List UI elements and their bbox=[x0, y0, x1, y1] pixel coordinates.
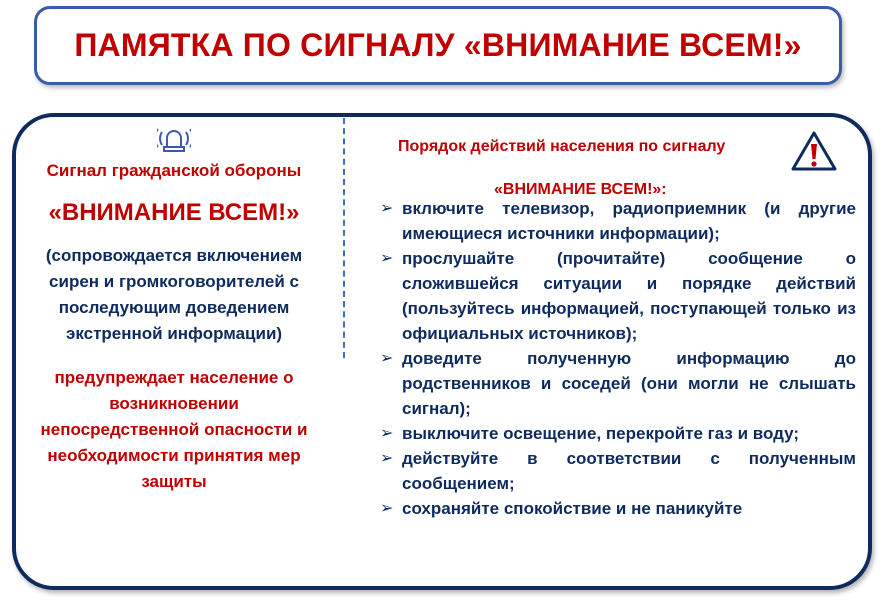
page-title: ПАМЯТКА ПО СИГНАЛУ «ВНИМАНИЕ ВСЕМ!» bbox=[74, 27, 802, 63]
actions-heading-signal: «ВНИМАНИЕ ВСЕМ!»: bbox=[494, 181, 667, 198]
description-line: (сопровождается включением bbox=[45, 246, 303, 265]
signal-name: «ВНИМАНИЕ ВСЕМ!» bbox=[48, 199, 300, 226]
list-item-text: выключите освещение, перекройте газ и воду; bbox=[402, 424, 800, 443]
description-line: сирен и громкоговорителей с bbox=[49, 272, 299, 291]
list-item-text: доведите полученную информацию до родственников и соседей (они могли не слышать сигнал); bbox=[402, 349, 856, 418]
bullet-arrow-icon: ➢ bbox=[380, 500, 394, 517]
warning-line: необходимости принятия мер bbox=[47, 446, 301, 465]
signal-description bbox=[24, 243, 324, 347]
list-item bbox=[380, 421, 856, 446]
list-item bbox=[380, 446, 856, 496]
bullet-arrow-icon: ➢ bbox=[380, 350, 394, 367]
bullet-arrow-icon: ➢ bbox=[380, 450, 394, 467]
description-line: экстренной информации) bbox=[65, 324, 283, 343]
warning-line: возникновении bbox=[109, 394, 239, 413]
actions-list bbox=[380, 196, 856, 521]
list-item bbox=[380, 496, 856, 521]
bullet-arrow-icon: ➢ bbox=[380, 425, 394, 442]
actions-heading: Порядок действий населения по сигналу bbox=[398, 138, 726, 155]
description-line: последующим доведением bbox=[58, 298, 290, 317]
list-item bbox=[380, 196, 856, 246]
bullet-arrow-icon: ➢ bbox=[380, 250, 394, 267]
column-divider bbox=[343, 118, 345, 358]
title-banner bbox=[34, 6, 842, 85]
signal-subtitle: Сигнал гражданской обороны bbox=[46, 161, 302, 180]
signal-warning bbox=[24, 365, 324, 495]
warning-line: непосредственной опасности и bbox=[40, 420, 308, 439]
warning-line: предупреждает население о bbox=[54, 368, 294, 387]
list-item-text: действуйте в соответствии с полученным сообщением; bbox=[402, 449, 856, 493]
list-item-text: включите телевизор, радиоприемник (и другие имеющиеся источники информации); bbox=[402, 199, 856, 243]
bullet-arrow-icon: ➢ bbox=[380, 200, 394, 217]
warning-icon bbox=[790, 130, 838, 172]
siren-icon bbox=[157, 125, 191, 153]
list-item bbox=[380, 246, 856, 346]
signal-info-column bbox=[24, 125, 324, 495]
warning-line: защиты bbox=[141, 472, 207, 491]
list-item bbox=[380, 346, 856, 421]
list-item-text: прослушайте (прочитайте) сообщение о сложившейся ситуации и порядке действий (пользуйтесь информацией, поступающей только из официальных источников); bbox=[402, 249, 856, 343]
list-item-text: сохраняйте спокойствие и не паникуйте bbox=[402, 499, 743, 518]
